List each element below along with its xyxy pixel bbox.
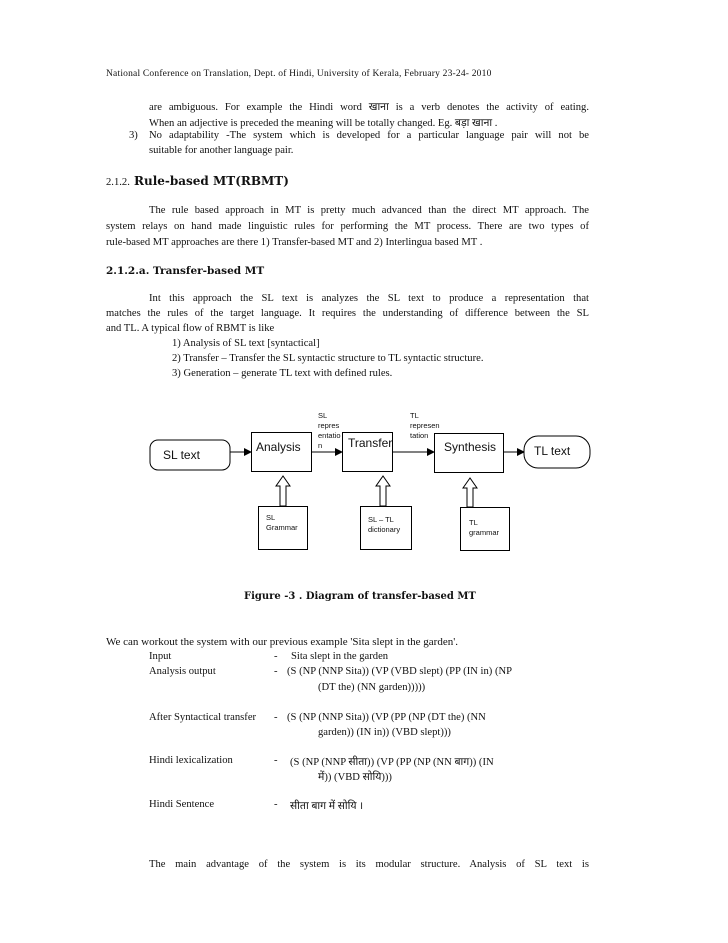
step-item: 1) Analysis of SL text [syntactical] — [172, 338, 320, 349]
sl-grammar-label: SL Grammar — [266, 513, 298, 532]
example-value-cont: (DT the) (NN garden))))) — [318, 682, 426, 693]
subsection-title: 2.1.2.a. Transfer-based MT — [106, 265, 265, 277]
list-item-number: 3) — [129, 130, 138, 141]
list-cont-line2: When an adjective is preceded the meaning will be totally changed. Eg. बड़ा खाना . — [149, 118, 498, 129]
example-value: (S (NP (NNP Sita)) (VP (VBD slept) (PP (IN in) (NP — [287, 666, 513, 677]
list-item3-line1: No adaptability -The system which is developed for a particular language pair will not be — [149, 130, 589, 141]
tl-text-label: TL text — [534, 444, 571, 458]
example-dash: - — [274, 712, 278, 723]
section-para-line: rule-based MT approaches are there 1) Transfer-based MT and 2) Interlingua based MT . — [106, 237, 483, 248]
example-value: (S (NP (NNP सीता)) (VP (PP (NP (NN बाग)) (IN — [290, 757, 494, 768]
section-number: 2.1.2. — [106, 177, 130, 188]
page-header: National Conference on Translation, Dept. of Hindi, University of Kerala, February 23-24- 2010 — [106, 69, 492, 79]
section-title: Rule-based MT(RBMT) — [134, 174, 289, 188]
example-dash: - — [274, 651, 278, 662]
example-value: (S (NP (NNP Sita)) (VP (PP (NP (DT the) (NN — [287, 712, 486, 723]
example-dash: - — [274, 799, 278, 810]
example-label: Hindi lexicalization — [149, 755, 233, 766]
dictionary-label: SL – TL dictionary — [368, 515, 401, 534]
example-label: Input — [149, 651, 172, 662]
example-label: Analysis output — [149, 666, 216, 677]
list-item3-line2: suitable for another language pair. — [149, 145, 294, 156]
sl-text-label: SL text — [163, 448, 200, 462]
transfer-label: Transfer — [348, 436, 393, 450]
example-value: Sita slept in the garden — [291, 651, 389, 662]
section-para-line: The rule based approach in MT is pretty much advanced than the direct MT approach. The — [149, 205, 589, 216]
example-value: सीता बाग में सोयि । — [290, 801, 364, 812]
step-item: 3) Generation – generate TL text with defined rules. — [172, 368, 393, 379]
section-para-line: system relays on hand made linguistic rules for performing the MT process. There are two types of — [106, 221, 589, 232]
example-dash: - — [274, 755, 278, 766]
example-label: After Syntactical transfer — [149, 712, 257, 723]
figure-caption: Figure -3 . Diagram of transfer-based MT — [244, 591, 476, 602]
example-label: Hindi Sentence — [149, 799, 215, 810]
step-item: 2) Transfer – Transfer the SL syntactic structure to TL syntactic structure. — [172, 353, 484, 364]
analysis-label: Analysis — [256, 440, 301, 454]
subsection-para-line: and TL. A typical flow of RBMT is like — [106, 323, 275, 334]
example-value-cont: में)) (VBD सोयि))) — [318, 772, 392, 783]
sl-representation-label: SL repres entatio n — [318, 411, 341, 450]
subsection-para-line: Int this approach the SL text is analyzes the SL text to produce a representation that — [149, 293, 589, 304]
closing-para-line: The main advantage of the system is its modular structure. Analysis of SL text is — [149, 859, 589, 870]
subsection-para-line: matches the rules of the target language. It requires the understanding of difference between the SL — [106, 308, 589, 319]
tl-grammar-label: TL grammar — [469, 518, 500, 537]
list-cont-line1: are ambiguous. For example the Hindi word खाना is a verb denotes the activity of eating. — [149, 102, 589, 113]
example-value-cont: garden)) (IN in)) (VBD slept))) — [318, 727, 451, 738]
example-intro: We can workout the system with our previous example 'Sita slept in the garden'. — [106, 636, 458, 648]
synthesis-label: Synthesis — [444, 440, 497, 454]
tl-representation-label: TL represen tation — [410, 411, 440, 440]
example-dash: - — [274, 666, 278, 677]
